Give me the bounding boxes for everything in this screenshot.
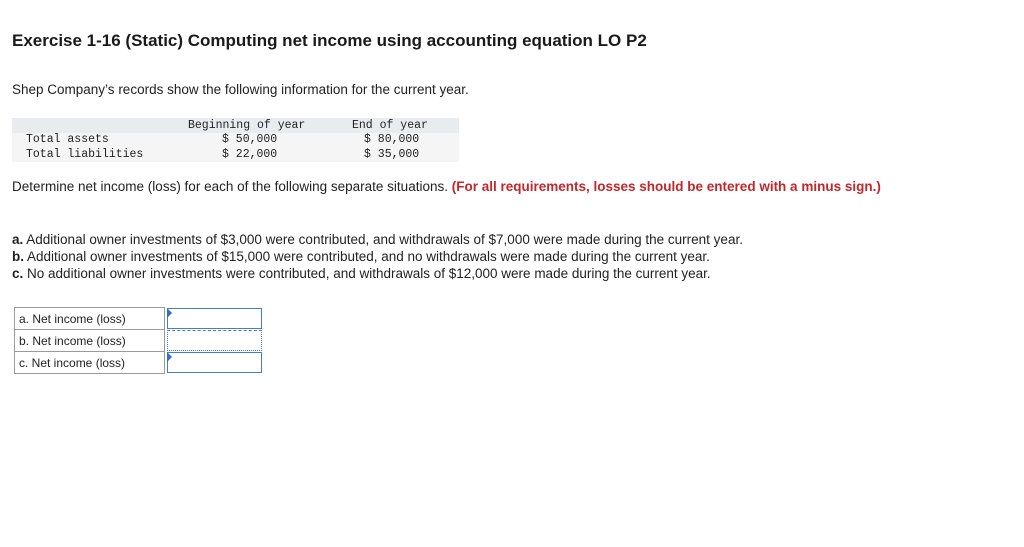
list-item xyxy=(12,248,1012,265)
header-end-of-year: End of year xyxy=(352,119,428,132)
company-data-table xyxy=(12,118,459,162)
row-label: Total assets xyxy=(26,133,109,146)
intro-text: Shep Company’s records show the following information for the current year. xyxy=(12,82,469,97)
beginning-value: $ 22,000 xyxy=(222,147,278,161)
answer-label-c: c. Net income (loss) xyxy=(15,352,165,374)
answer-label-b: b. Net income (loss) xyxy=(15,330,165,352)
table-row xyxy=(15,352,263,374)
net-income-c-input[interactable] xyxy=(167,352,262,373)
end-value: $ 35,000 xyxy=(364,147,420,161)
table-row xyxy=(12,133,459,148)
row-label: Total liabilities xyxy=(26,147,144,161)
net-income-a-input[interactable] xyxy=(167,308,262,329)
instructions-text: Determine net income (loss) for each of the following separate situations. xyxy=(12,179,448,194)
situation-text: No additional owner investments were contributed, and withdrawals of $12,000 were made during the current year. xyxy=(27,266,711,281)
table-row xyxy=(15,308,263,330)
situation-text: Additional owner investments of $3,000 were contributed, and withdrawals of $7,000 were made during the current year. xyxy=(26,232,743,247)
data-table-header xyxy=(12,118,459,133)
situation-text: Additional owner investments of $15,000 were contributed, and no withdrawals were made during the current year. xyxy=(27,249,710,264)
answer-cell-a xyxy=(165,308,263,330)
list-item xyxy=(12,231,1012,248)
end-value: $ 80,000 xyxy=(364,133,420,146)
list-item xyxy=(12,265,1012,282)
table-row xyxy=(12,148,459,163)
beginning-value: $ 50,000 xyxy=(222,133,278,146)
answer-cell-b xyxy=(165,330,263,352)
exercise-title: Exercise 1-16 (Static) Computing net income using accounting equation LO P2 xyxy=(12,31,647,50)
instructions xyxy=(12,178,912,195)
table-row xyxy=(15,330,263,352)
answer-label-a: a. Net income (loss) xyxy=(15,308,165,330)
net-income-b-input[interactable] xyxy=(167,330,262,351)
requirement-note: (For all requirements, losses should be entered with a minus sign.) xyxy=(451,179,881,194)
situation-key: c. xyxy=(12,266,24,281)
answer-table xyxy=(14,307,263,374)
situation-key: a. xyxy=(12,232,24,247)
situation-key: b. xyxy=(12,249,24,264)
situations-list xyxy=(12,231,1012,282)
answer-cell-c xyxy=(165,352,263,374)
header-beginning-of-year: Beginning of year xyxy=(188,119,306,132)
